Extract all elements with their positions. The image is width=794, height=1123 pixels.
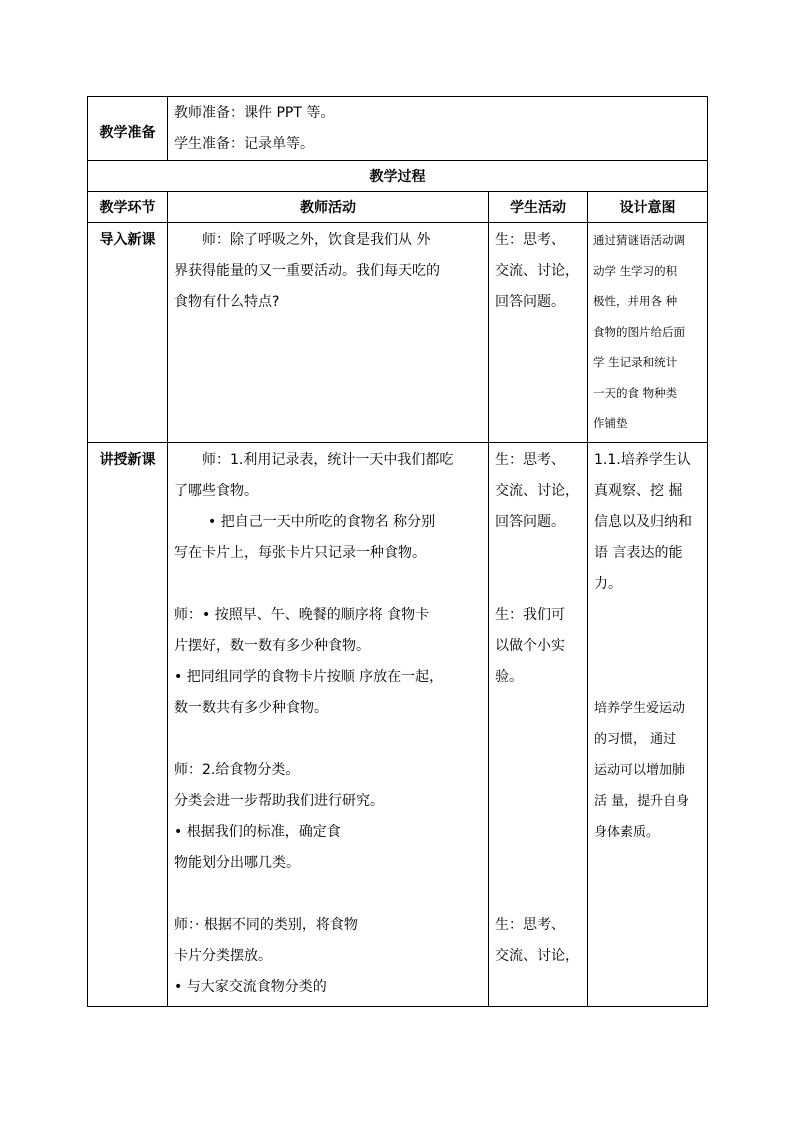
text-line: 食物的图片给后面	[593, 324, 685, 339]
text-line: 1.1.培养学生认	[594, 452, 691, 468]
header-design-intent: 设计意图	[588, 192, 708, 223]
text-line: 运动可以增加肺	[594, 763, 686, 778]
text-line: 学 生记录和统计	[593, 355, 678, 369]
header-student-activity: 学生活动	[489, 192, 588, 223]
text-line: 了哪些食物。	[174, 483, 258, 499]
intro-student	[489, 223, 588, 443]
text-line: 片摆好，数一数有多少种食物。	[174, 638, 370, 654]
text-line: 身体素质。	[594, 825, 660, 840]
text-line: 真观察、挖 掘	[594, 483, 683, 499]
process-title: 教学过程	[88, 161, 708, 192]
text-line: 交流、讨论，	[495, 948, 579, 964]
header-teacher-activity: 教师活动	[168, 192, 489, 223]
text-line: 师：· 根据不同的类别，将食物	[174, 917, 358, 933]
text-line: 交流、讨论，	[495, 263, 579, 279]
lecture-student	[489, 443, 588, 1007]
header-row	[88, 192, 708, 223]
text-line: 语 言表达的能	[594, 545, 683, 561]
intro-teacher	[168, 223, 489, 443]
prep-label: 教学准备	[88, 97, 168, 161]
text-line: 动学 生学习的积	[593, 263, 678, 278]
text-line: 师：1.利用记录表，统计一天中我们都吃	[202, 452, 454, 468]
lecture-intent	[588, 443, 708, 1007]
prep-content	[168, 97, 708, 161]
text-line: 信息以及归纳和	[594, 514, 692, 530]
process-title-row	[88, 161, 708, 192]
intro-label: 导入新课	[88, 223, 168, 443]
text-line: 培养学生爱运动	[594, 701, 686, 716]
lesson-plan-table	[87, 96, 708, 1007]
text-line: 回答问题。	[495, 514, 565, 530]
text-line: 界获得能量的又一重要活动。我们每天吃的	[174, 263, 440, 279]
text-line: 生：思考、	[495, 917, 565, 933]
text-line: 生：思考、	[495, 452, 565, 468]
text-line: 验。	[495, 669, 523, 685]
text-line: • 把同组同学的食物卡片按顺 序放在一起，	[174, 669, 444, 685]
text-line: • 与大家交流食物分类的	[174, 979, 327, 995]
lecture-row	[88, 443, 708, 1007]
lecture-teacher	[168, 443, 489, 1007]
text-line: 回答问题。	[495, 294, 565, 310]
text-line: 活 量，提升自身	[594, 794, 690, 809]
intro-row	[88, 223, 708, 443]
text-line: 作铺垫	[593, 416, 628, 430]
prep-student: 学生准备：记录单等。	[174, 136, 314, 152]
prep-row	[88, 97, 708, 161]
text-line: • 根据我们的标准，确定食	[174, 824, 341, 840]
text-line: 交流、讨论，	[495, 483, 579, 499]
text-line: 力。	[594, 576, 622, 592]
text-line: 食物有什么特点?	[174, 294, 280, 310]
text-line: 数一数共有多少种食物。	[174, 700, 328, 716]
text-line: 以做个小实	[495, 638, 565, 654]
lecture-label: 讲授新课	[88, 443, 168, 1007]
text-line: 极性，并用各 种	[593, 294, 678, 308]
text-line: 卡片分类摆放。	[174, 948, 272, 964]
prep-teacher: 教师准备：课件 PPT 等。	[174, 105, 335, 121]
text-line: 写在卡片上，每张卡片只记录一种食物。	[174, 545, 426, 561]
intro-intent	[588, 223, 708, 443]
text-line: 师：2.给食物分类。	[174, 762, 300, 778]
header-stage: 教学环节	[88, 192, 168, 223]
text-line: 的习惯， 通过	[594, 732, 677, 747]
text-line: 分类会进一步帮助我们进行研究。	[174, 793, 384, 809]
text-line: 生：思考、	[495, 232, 565, 248]
text-line: 一天的食 物种类	[593, 385, 678, 400]
text-line: • 把自己一天中所吃的食物名 称分别	[208, 514, 436, 530]
text-line: 通过猜谜语活动调	[593, 233, 685, 247]
text-line: 物能划分出哪几类。	[174, 855, 300, 871]
text-line: 师：• 按照早、午、晚餐的顺序将 食物卡	[174, 607, 430, 623]
text-line: 生：我们可	[495, 607, 565, 623]
text-line: 师：除了呼吸之外，饮食是我们从 外	[202, 232, 431, 248]
